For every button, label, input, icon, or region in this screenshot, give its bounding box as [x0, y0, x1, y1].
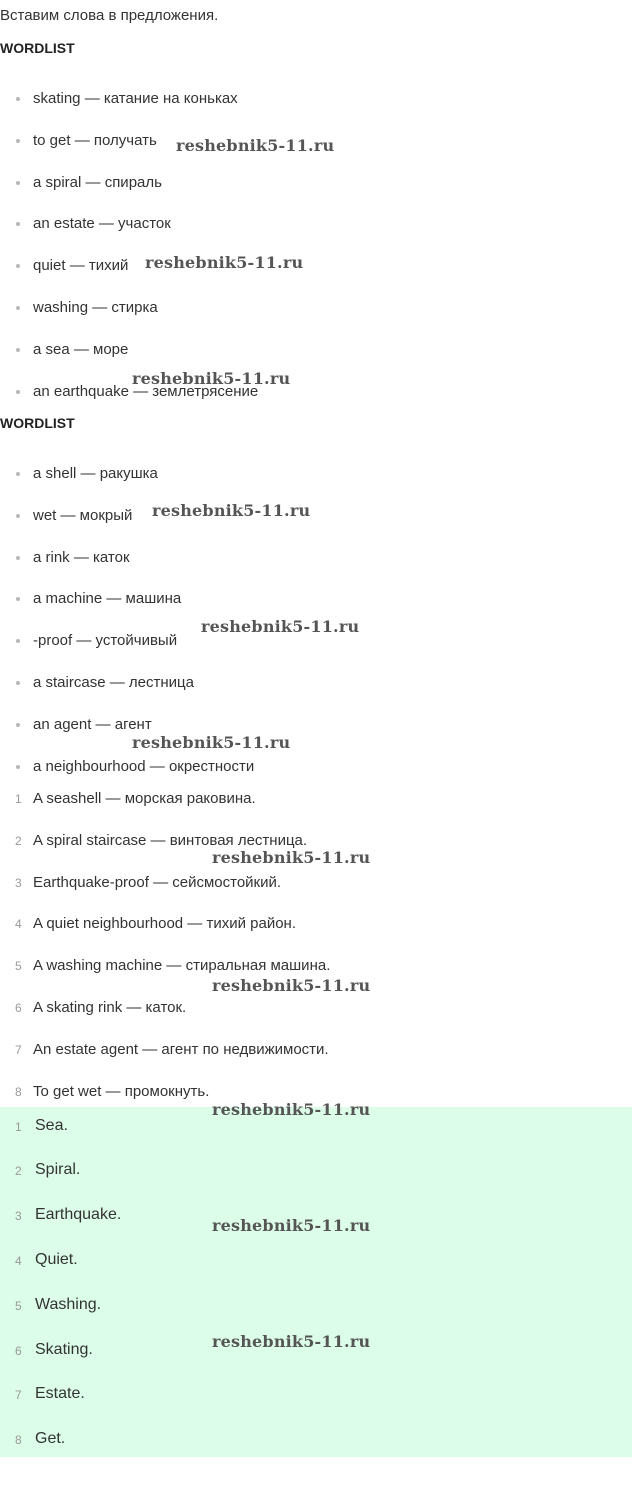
bullet-icon: [16, 264, 20, 268]
answer-item: 8 Get.: [15, 1430, 66, 1447]
bullet-icon: [16, 597, 20, 601]
bullet-icon: [16, 639, 20, 643]
bullet-icon: [16, 514, 20, 518]
answer-item: 4 Quiet.: [15, 1251, 78, 1268]
watermark: reshebnik5-11.ru: [201, 617, 360, 636]
watermark: reshebnik5-11.ru: [132, 369, 291, 388]
watermark: reshebnik5-11.ru: [212, 1216, 371, 1235]
watermark: reshebnik5-11.ru: [212, 1332, 371, 1351]
bullet-icon: [16, 681, 20, 685]
answer-item: 3 Earthquake.: [15, 1206, 122, 1223]
bullet-icon: [16, 723, 20, 727]
watermark: reshebnik5-11.ru: [145, 253, 304, 272]
bullet-icon: [16, 348, 20, 352]
bullet-icon: [16, 222, 20, 226]
wordlist-heading: WORDLIST: [0, 415, 75, 431]
watermark: reshebnik5-11.ru: [212, 1100, 371, 1119]
watermark: reshebnik5-11.ru: [132, 733, 291, 752]
answer-item: 2 Spiral.: [15, 1161, 81, 1178]
bullet-icon: [16, 139, 20, 143]
answer-item: 1 Sea.: [15, 1117, 68, 1134]
intro-text: Вставим слова в предложения.: [0, 7, 219, 24]
bullet-icon: [16, 765, 20, 769]
bullet-icon: [16, 306, 20, 310]
bullet-icon: [16, 390, 20, 394]
answer-item: 6 Skating.: [15, 1341, 93, 1358]
bullet-icon: [16, 181, 20, 185]
answer-item: 7 Estate.: [15, 1385, 85, 1402]
wordlist-heading: WORDLIST: [0, 40, 75, 56]
answer-box: [0, 1107, 632, 1457]
watermark: reshebnik5-11.ru: [212, 976, 371, 995]
answer-item: 5 Washing.: [15, 1296, 102, 1313]
watermark: reshebnik5-11.ru: [176, 136, 335, 155]
bullet-icon: [16, 556, 20, 560]
watermark: reshebnik5-11.ru: [212, 848, 371, 867]
bullet-icon: [16, 472, 20, 476]
bullet-icon: [16, 97, 20, 101]
watermark: reshebnik5-11.ru: [152, 501, 311, 520]
